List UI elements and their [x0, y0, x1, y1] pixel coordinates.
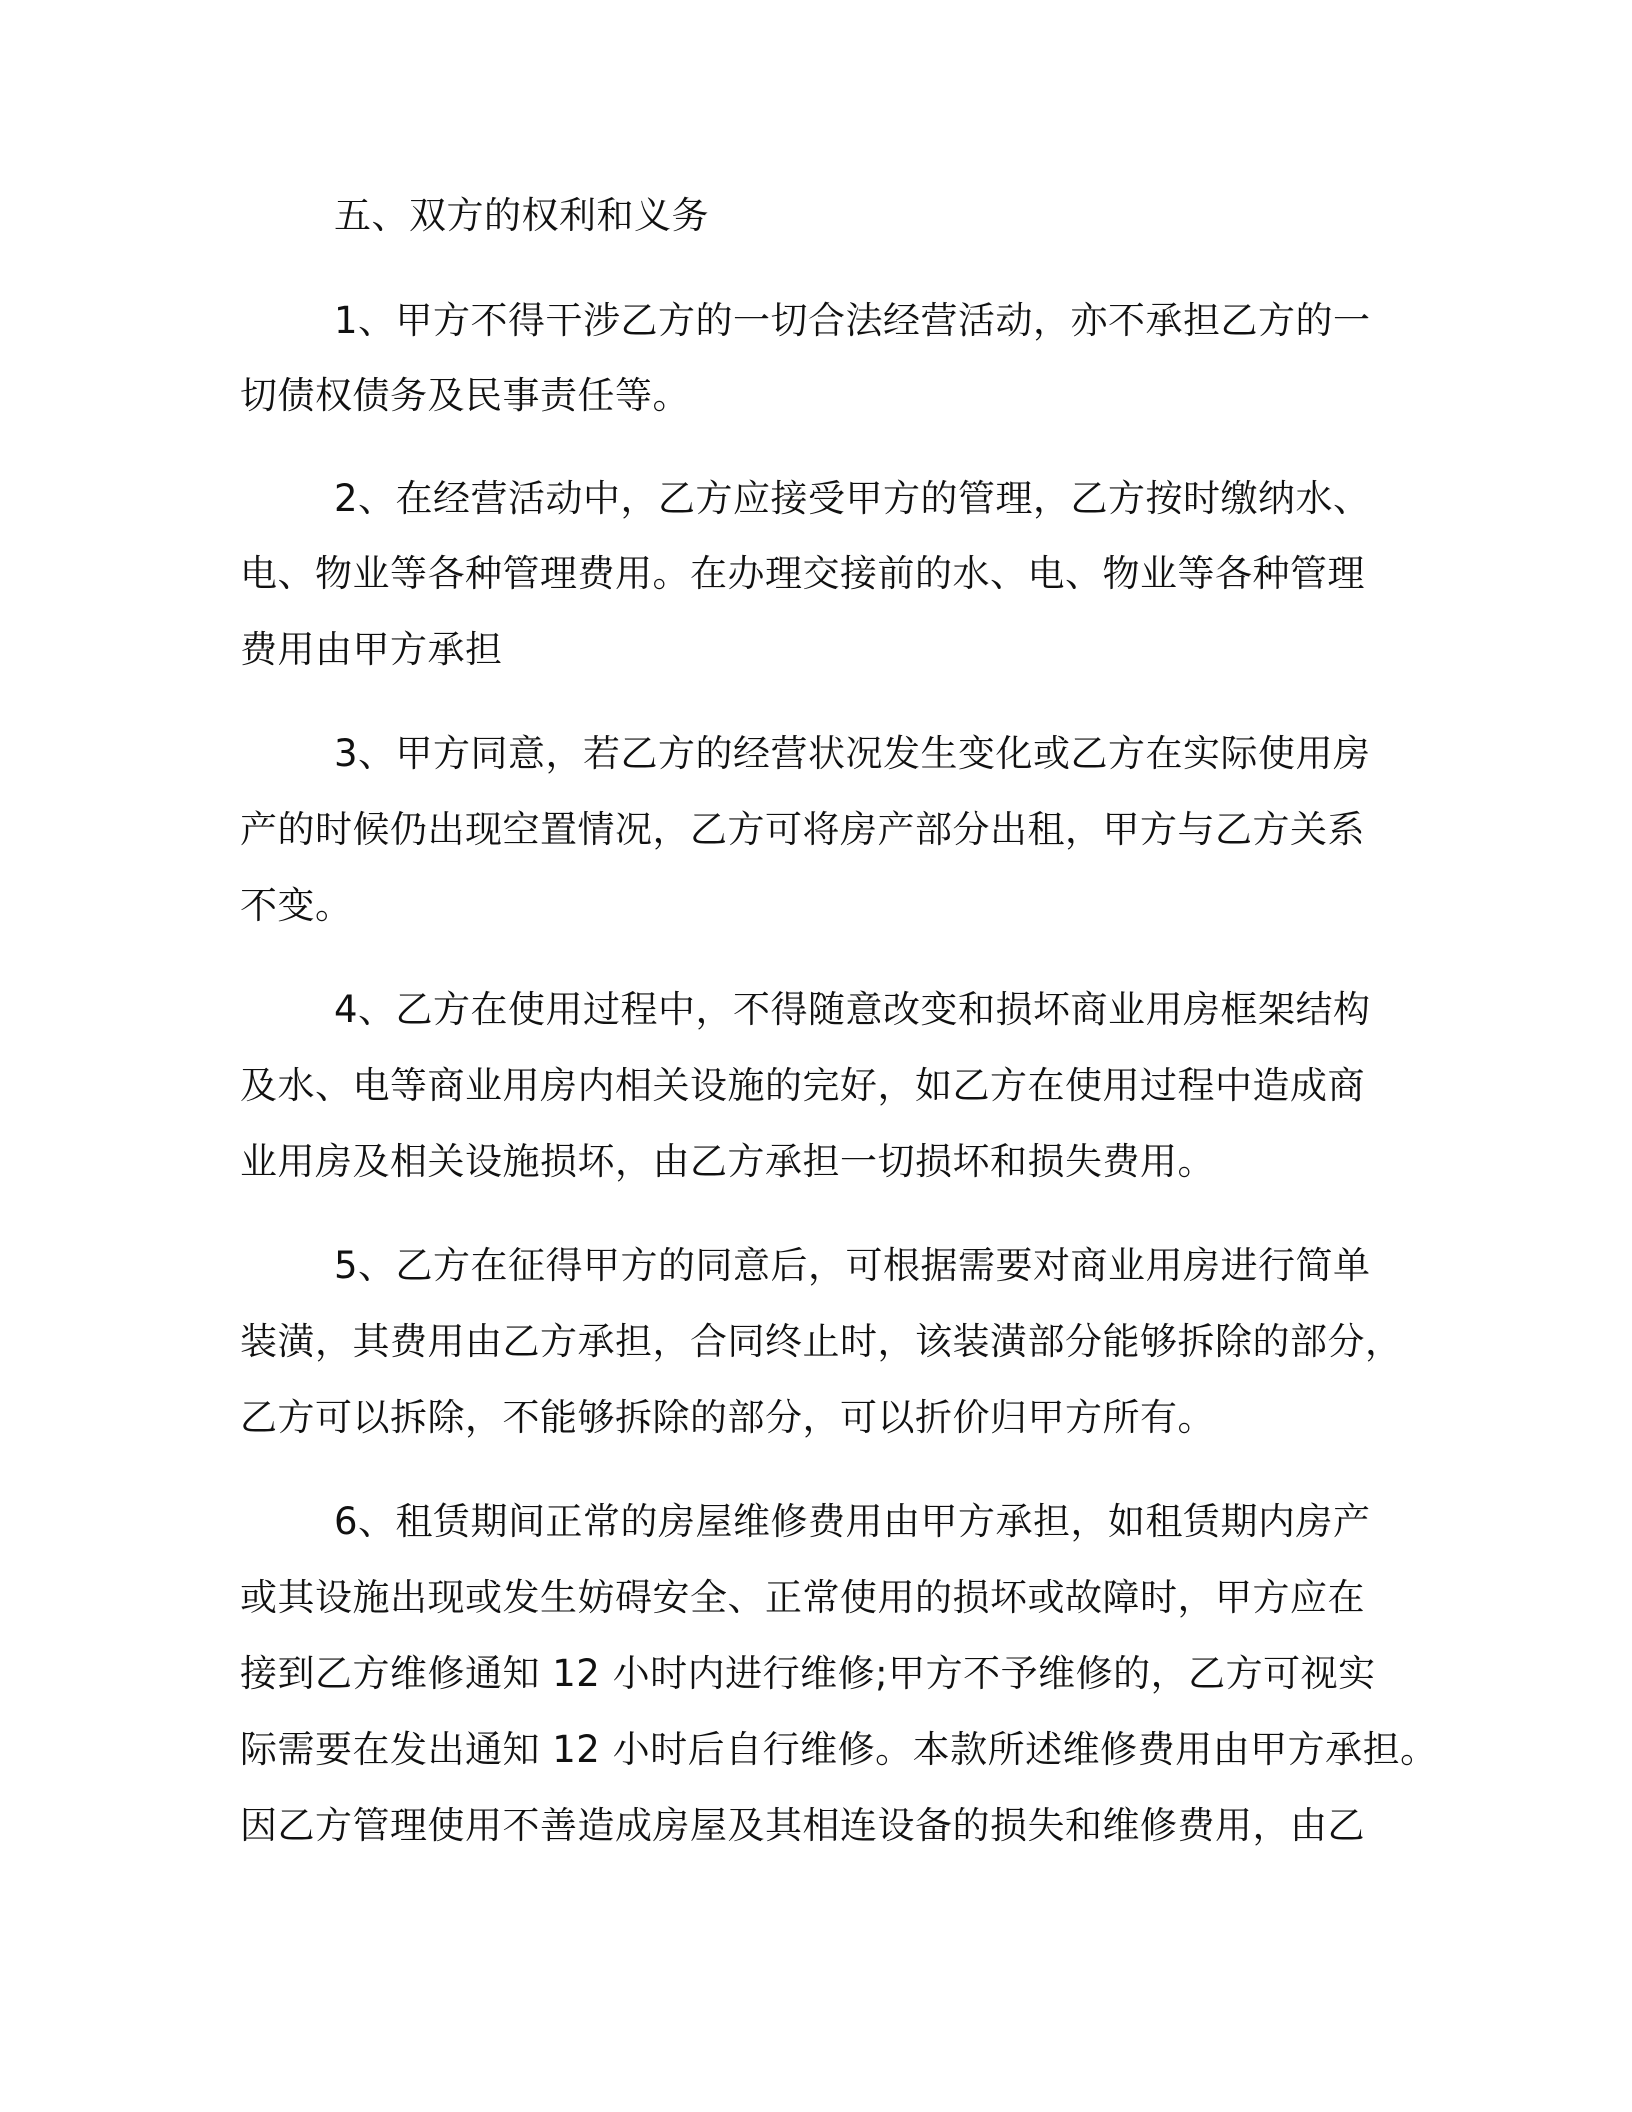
paragraph-4-line-2: 及水、电等商业用房内相关设施的完好，如乙方在使用过程中造成商: [240, 1064, 1365, 1107]
paragraph-1-line-2: 切债权债务及民事责任等。: [240, 374, 690, 417]
paragraph-6-line-5: 因乙方管理使用不善造成房屋及其相连设备的损失和维修费用，由乙: [240, 1804, 1365, 1847]
section-heading: 五、双方的权利和义务: [334, 194, 709, 237]
paragraph-6-line-2: 或其设施出现或发生妨碍安全、正常使用的损坏或故障时，甲方应在: [240, 1576, 1365, 1619]
paragraph-3-line-3: 不变。: [240, 884, 353, 927]
paragraph-6-line-4: 际需要在发出通知 12 小时后自行维修。本款所述维修费用由甲方承担。: [240, 1728, 1438, 1771]
paragraph-3-line-2: 产的时候仍出现空置情况，乙方可将房产部分出租，甲方与乙方关系: [240, 808, 1365, 851]
paragraph-2-line-2: 电、物业等各种管理费用。在办理交接前的水、电、物业等各种管理: [240, 552, 1365, 595]
paragraph-6-line-1: 6、租赁期间正常的房屋维修费用由甲方承担，如租赁期内房产: [334, 1500, 1371, 1543]
paragraph-2-line-3: 费用由甲方承担: [240, 628, 503, 671]
paragraph-2-line-1: 2、在经营活动中，乙方应接受甲方的管理，乙方按时缴纳水、: [334, 477, 1371, 520]
paragraph-1-line-1: 1、甲方不得干涉乙方的一切合法经营活动，亦不承担乙方的一: [334, 299, 1371, 342]
paragraph-3-line-1: 3、甲方同意，若乙方的经营状况发生变化或乙方在实际使用房: [334, 732, 1371, 775]
paragraph-4-line-3: 业用房及相关设施损坏，由乙方承担一切损坏和损失费用。: [240, 1140, 1215, 1183]
paragraph-5-line-3: 乙方可以拆除，不能够拆除的部分，可以折价归甲方所有。: [240, 1396, 1215, 1439]
paragraph-5-line-1: 5、乙方在征得甲方的同意后，可根据需要对商业用房进行简单: [334, 1244, 1371, 1287]
paragraph-4-line-1: 4、乙方在使用过程中，不得随意改变和损坏商业用房框架结构: [334, 988, 1371, 1031]
paragraph-6-line-3: 接到乙方维修通知 12 小时内进行维修;甲方不予维修的，乙方可视实: [240, 1652, 1376, 1695]
paragraph-5-line-2: 装潢，其费用由乙方承担，合同终止时，该装潢部分能够拆除的部分，: [240, 1320, 1403, 1363]
